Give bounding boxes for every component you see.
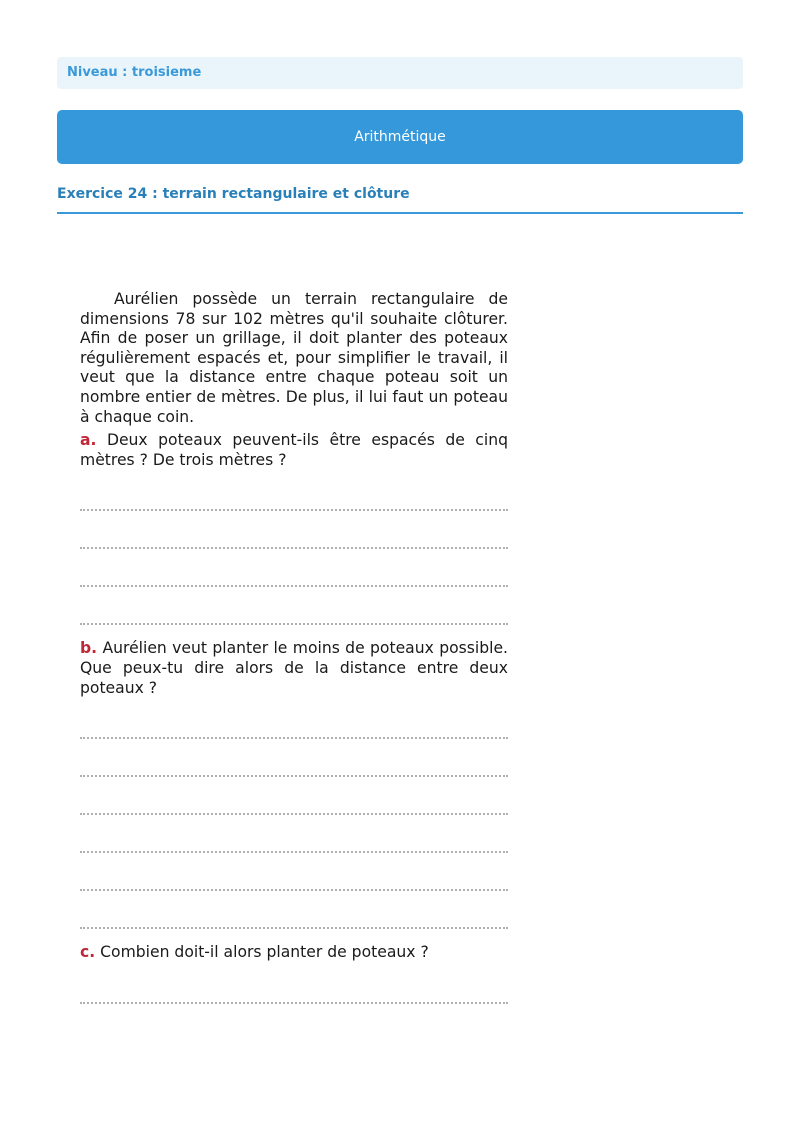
level-banner bbox=[57, 57, 743, 89]
topic-banner bbox=[57, 110, 743, 164]
exercise-title: Exercice 24 : terrain rectangulaire et clôture bbox=[57, 186, 410, 202]
question-a-text: Deux poteaux peuvent-ils être espacés de cinq mètres ? De trois mètres ? bbox=[80, 431, 508, 469]
answer-line[interactable] bbox=[80, 547, 508, 549]
answer-line[interactable] bbox=[80, 927, 508, 929]
answer-line[interactable] bbox=[80, 775, 508, 777]
answer-line[interactable] bbox=[80, 737, 508, 739]
answer-line[interactable] bbox=[80, 623, 508, 625]
question-c-label: c. bbox=[80, 943, 96, 962]
topic-label: Arithmétique bbox=[354, 129, 446, 145]
exercise-intro: Aurélien possède un terrain rectangulaire de dimensions 78 sur 102 mètres qu'il souhaite clôturer. Afin de poser un grillage, il doit planter des poteaux régulièrement espacés et, pour simplifier le travail, il veut que la distance entre chaque poteau soit un nombre entier de mètres. De plus, il lui faut un poteau à chaque coin. bbox=[80, 290, 508, 426]
answer-line[interactable] bbox=[80, 889, 508, 891]
question-a-label: a. bbox=[80, 431, 97, 450]
answer-line[interactable] bbox=[80, 851, 508, 853]
answer-line[interactable] bbox=[80, 509, 508, 511]
answer-line[interactable] bbox=[80, 1002, 508, 1004]
question-a bbox=[80, 431, 508, 470]
question-b-label: b. bbox=[80, 639, 98, 658]
question-b bbox=[80, 639, 508, 698]
question-b-text: Aurélien veut planter le moins de poteaux possible. Que peux-tu dire alors de la distance entre deux poteaux ? bbox=[80, 639, 508, 697]
answer-line[interactable] bbox=[80, 813, 508, 815]
level-label: Niveau : troisieme bbox=[67, 65, 202, 80]
question-c-text: Combien doit-il alors planter de poteaux ? bbox=[100, 943, 429, 962]
answer-area-a[interactable] bbox=[80, 509, 508, 625]
answer-line[interactable] bbox=[80, 585, 508, 587]
title-divider bbox=[57, 212, 743, 214]
answer-area-b[interactable] bbox=[80, 737, 508, 929]
answer-area-c[interactable] bbox=[80, 1002, 508, 1004]
exercise-body bbox=[80, 290, 508, 1004]
question-c bbox=[80, 943, 508, 963]
